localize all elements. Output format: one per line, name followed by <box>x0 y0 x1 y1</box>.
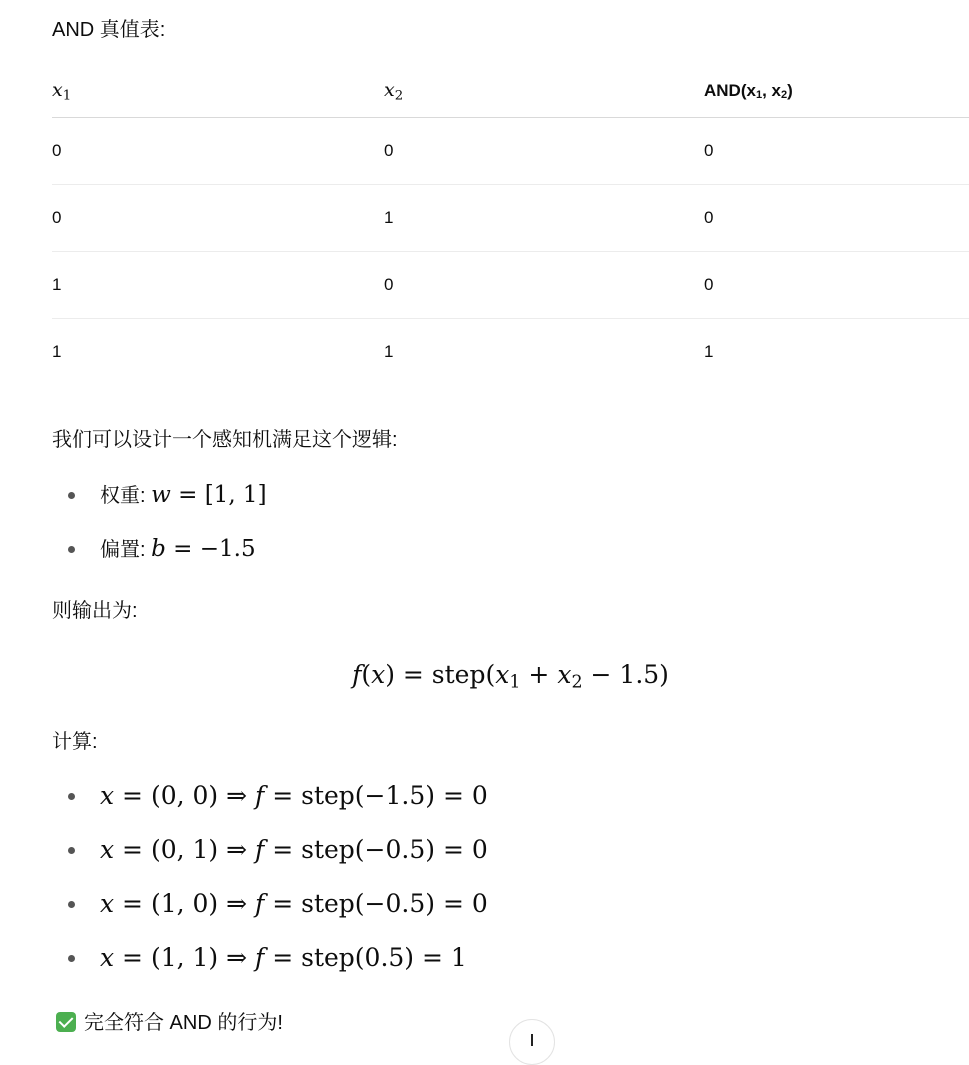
cell-x2: 1 <box>384 342 394 361</box>
header-x1: $x_1$ <box>52 66 384 118</box>
header-x2: $x_2$ <box>384 66 704 118</box>
cell-and: 0 <box>704 252 969 319</box>
table-row <box>52 118 969 185</box>
table-row <box>52 185 969 252</box>
bullet-icon <box>68 546 75 553</box>
bullet-icon <box>68 901 75 908</box>
parameter-list <box>52 468 267 576</box>
scroll-to-bottom-button[interactable] <box>509 1019 555 1065</box>
cell-and: 1 <box>704 342 714 361</box>
output-paragraph: 则输出为: <box>52 600 138 622</box>
truth-table-heading: AND 真值表: <box>52 19 166 41</box>
display-equation: $f(x) = step(x_1 + x_2 - 1.5)$ <box>352 660 669 693</box>
cell-x2: 0 <box>384 252 704 319</box>
list-item-calc: x = (0, 0) ⇒ f = step(−1.5) = 0 <box>52 769 488 823</box>
conclusion-paragraph <box>56 1009 283 1037</box>
list-item-bias <box>52 522 267 576</box>
bullet-icon <box>68 492 75 499</box>
param-var: w <box>151 482 171 508</box>
check-mark-icon <box>56 1012 76 1032</box>
param-var: b <box>151 536 166 562</box>
list-item-calc: x = (1, 1) ⇒ f = step(0.5) = 1 <box>52 931 488 985</box>
calculation-list <box>52 769 488 985</box>
cell-and: 0 <box>704 118 969 185</box>
conclusion-text: 完全符合 AND 的行为! <box>84 1012 283 1034</box>
arrow-down-icon <box>531 1034 533 1046</box>
list-item-calc: x = (1, 0) ⇒ f = step(−0.5) = 0 <box>52 877 488 931</box>
table-row <box>52 319 969 386</box>
cell-x2: 0 <box>384 118 704 185</box>
cell-x2: 1 <box>384 185 704 252</box>
list-item-calc: x = (0, 1) ⇒ f = step(−0.5) = 0 <box>52 823 488 877</box>
cell-and: 0 <box>704 185 969 252</box>
bullet-icon <box>68 793 75 800</box>
header-and-output: $AND(x_1$, $x_2$) <box>704 66 969 118</box>
truth-table <box>52 66 969 385</box>
bullet-icon <box>68 955 75 962</box>
cell-x1: 1 <box>52 342 62 361</box>
table-header-row <box>52 66 969 118</box>
cell-x1: 0 <box>52 118 384 185</box>
bullet-icon <box>68 847 75 854</box>
design-paragraph: 我们可以设计一个感知机满足这个逻辑: <box>52 429 398 451</box>
cell-x1: 0 <box>52 185 384 252</box>
param-label: 权重: <box>100 485 146 507</box>
table-row <box>52 252 969 319</box>
param-expr: = −1.5 <box>165 536 256 562</box>
param-label: 偏置: <box>100 539 146 561</box>
cell-x1: 1 <box>52 252 384 319</box>
list-item-weights <box>52 468 267 522</box>
calculation-heading: 计算: <box>52 731 98 753</box>
param-expr: = [1, 1] <box>170 482 267 508</box>
